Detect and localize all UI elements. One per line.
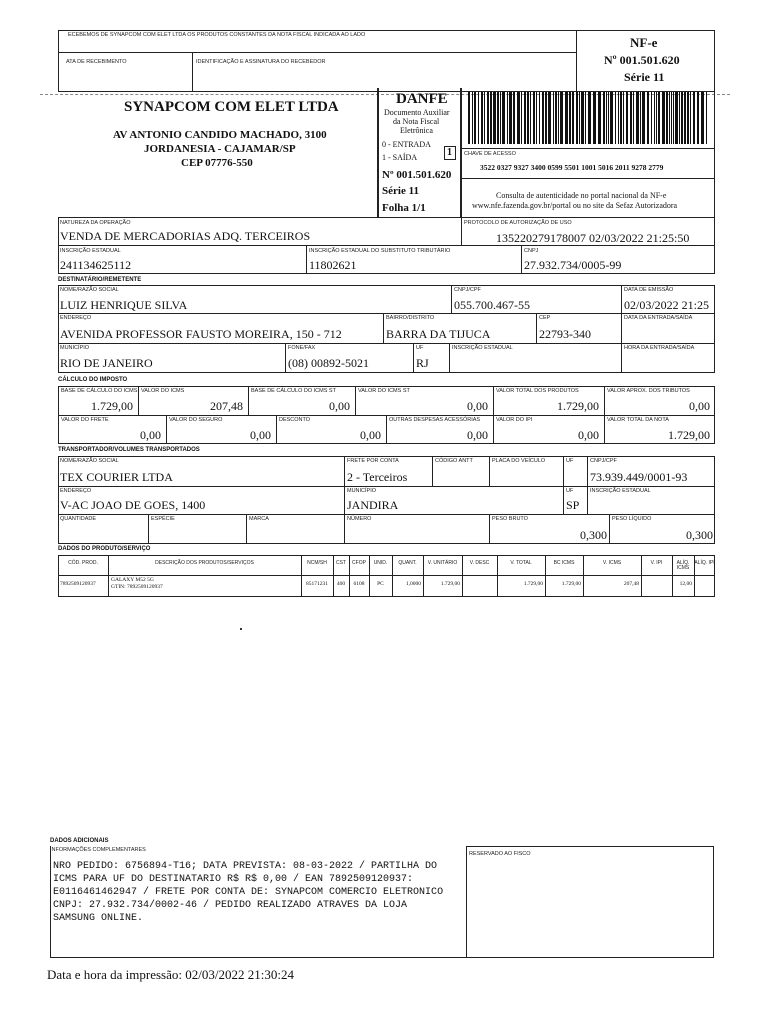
complementary-line-1: ICMS PARA UF DO DESTINATARIO R$ R$ 0,00 / EAN 7892509120937: xyxy=(53,874,414,885)
reserved-fisco-label: RESERVADO AO FISCO xyxy=(469,851,531,857)
tax-section-title: CÁLCULO DO IMPOSTO xyxy=(58,377,128,383)
tax-value-0-3: 0,00 xyxy=(467,399,488,413)
product-cell-unit: PC xyxy=(377,581,384,587)
tax-value-0-2: 0,00 xyxy=(329,399,350,413)
carrier-city: JANDIRA xyxy=(347,498,399,512)
receipt-statement: ECEBEMOS DE SYNAPCOM COM ELET LTDA OS PRODUTOS CONSTANTES DA NOTA FISCAL INDICADA AO LADO xyxy=(68,32,366,38)
danfe-saida: 1 - SAÍDA xyxy=(382,153,418,162)
emitter-name: SYNAPCOM COM ELET LTDA xyxy=(124,99,339,115)
protocol-label: PROTOCOLO DE AUTORIZAÇÃO DE USO xyxy=(464,220,572,226)
protocol-value: 135220279178007 02/03/2022 21:25:50 xyxy=(496,231,690,245)
ie-st-value: 11802621 xyxy=(309,258,357,272)
product-header-2: NCM/SH xyxy=(307,560,327,566)
tax-label-1-0: VALOR DO FRETE xyxy=(61,417,109,423)
recipient-city-label: MUNICÍPIO xyxy=(60,345,90,351)
recipient-city: RIO DE JANEIRO xyxy=(60,356,153,370)
consult-text-1: Consulta de autenticidade no portal nacional da NF-e xyxy=(496,191,667,200)
carrier-uf-label: UF xyxy=(566,458,574,464)
recipient-address: AVENIDA PROFESSOR FAUSTO MOREIRA, 150 - 712 xyxy=(60,327,342,341)
stub-nfe-number: Nº 001.501.620 xyxy=(604,53,680,67)
tax-label-0-1: VALOR DO ICMS xyxy=(141,388,185,394)
tax-divider xyxy=(355,386,356,415)
product-header-6: QUANT. xyxy=(398,560,417,566)
tax-label-0-3: VALOR DO ICMS ST xyxy=(358,388,410,394)
operation-type: 1 xyxy=(447,147,452,158)
tax-label-1-1: VALOR DO SEGURO xyxy=(169,417,223,423)
net-weight: 0,300 xyxy=(686,528,713,542)
product-header-4: CFOP xyxy=(352,560,366,566)
recipient-phone: (08) 00892-5021 xyxy=(288,356,369,370)
carrier-ie-label: INSCRIÇÃO ESTADUAL xyxy=(590,488,651,494)
product-header-9: V. TOTAL xyxy=(510,560,532,566)
antt-label: CÓDIGO ANTT xyxy=(435,458,473,464)
products-section-title: DADOS DO PRODUTO/SERVIÇO xyxy=(58,546,151,552)
ie-st-label: INSCRIÇÃO ESTADUAL DO SUBSTITUTO TRIBUTÁRIO xyxy=(309,248,451,254)
product-cell-aicms: 12,00 xyxy=(679,581,692,587)
consult-text-2: www.nfe.fazenda.gov.br/portal ou no site da Sefaz Autorizadora xyxy=(472,201,678,210)
product-gtin: GTIN: 7892509120937 xyxy=(111,584,163,590)
recipient-district-label: BAIRRO/DISTRITO xyxy=(386,315,435,321)
freight-label: FRETE POR CONTA xyxy=(347,458,399,464)
ie-value: 241134625112 xyxy=(60,258,132,272)
product-header-13: ALÍQ. ICMS xyxy=(676,560,690,571)
recipient-name-label: NOME/RAZÃO SOCIAL xyxy=(60,287,119,293)
tax-value-0-1: 207,48 xyxy=(210,399,243,413)
carrier-address-label: ENDEREÇO xyxy=(60,488,92,494)
product-header-0: CÓD. PROD. xyxy=(68,560,98,566)
tax-label-1-5: VALOR TOTAL DA NOTA xyxy=(607,417,669,423)
recipient-cep-label: CEP xyxy=(539,315,551,321)
product-header-1: DESCRIÇÃO DOS PRODUTOS/SERVIÇOS xyxy=(155,560,254,566)
tax-divider xyxy=(166,415,167,444)
product-header-10: BC ICMS xyxy=(553,560,575,566)
scan-speck xyxy=(240,628,242,630)
recipient-cep: 22793-340 xyxy=(539,327,591,341)
entry-date-label: DATA DA ENTRADA/SAÍDA xyxy=(624,315,693,321)
emission-date: 02/03/2022 21:25 xyxy=(624,298,710,312)
recipient-uf-label: UF xyxy=(416,345,424,351)
product-description: GALAXY M52 5G xyxy=(111,577,154,583)
carrier-uf2-label: UF xyxy=(566,488,574,494)
recipient-address-label: ENDEREÇO xyxy=(60,315,92,321)
complementary-line-3: CNPJ: 27.932.734/0002-46 / PEDIDO REALIZADO ATRAVES DA LOJA xyxy=(53,900,408,911)
recipient-cpf-label: CNPJ/CPF xyxy=(454,287,481,293)
product-header-14: ALÍQ. IPI xyxy=(694,560,715,566)
danfe-title: DANFE xyxy=(396,91,448,107)
product-cell-qty: 1,0000 xyxy=(405,581,421,587)
carrier-cnpj: 73.939.449/0001-93 xyxy=(590,470,688,484)
stub-nfe-serie: Série 11 xyxy=(624,70,665,84)
product-cell-code: 7892509120937 xyxy=(60,581,96,587)
tax-label-0-2: BASE DE CÁLCULO DO ICMS ST xyxy=(251,388,336,394)
tax-value-1-1: 0,00 xyxy=(250,428,271,442)
additional-section-title: DADOS ADICIONAIS xyxy=(50,838,109,844)
carrier-name: TEX COURIER LTDA xyxy=(60,470,173,484)
ie-label: INSCRIÇÃO ESTADUAL xyxy=(60,248,121,254)
recipient-name: LUIZ HENRIQUE SILVA xyxy=(60,298,188,312)
product-header-5: UNID. xyxy=(373,560,388,566)
danfe-entrada: 0 - ENTRADA xyxy=(382,140,431,149)
danfe-subtitle-1: Documento Auxiliar xyxy=(384,108,450,117)
product-cell-vicms: 207,48 xyxy=(623,581,639,587)
product-header-12: V. IPI xyxy=(650,560,663,566)
tax-divider xyxy=(493,386,494,415)
quantity-label: QUANTIDADE xyxy=(60,516,97,522)
cnpj-value: 27.932.734/0005-99 xyxy=(524,258,622,272)
danfe-subtitle-3: Eletrônica xyxy=(400,126,433,135)
tax-value-1-3: 0,00 xyxy=(467,428,488,442)
number-label: NÚMERO xyxy=(347,516,372,522)
complementary-line-0: NRO PEDIDO: 6756894-T16; DATA PREVISTA: 08-03-2022 / PARTILHA DO xyxy=(53,861,438,872)
species-label: ESPÉCIE xyxy=(151,516,175,522)
gross-weight-label: PESO BRUTO xyxy=(492,516,528,522)
tax-divider xyxy=(248,386,249,415)
stub-nfe-label: NF-e xyxy=(630,35,658,50)
tax-value-1-4: 0,00 xyxy=(578,428,599,442)
tax-value-1-0: 0,00 xyxy=(140,428,161,442)
tax-divider xyxy=(138,386,139,415)
product-header-8: V. DESC xyxy=(469,560,490,566)
recipient-ie-label: INSCRIÇÃO ESTADUAL xyxy=(452,345,513,351)
recipient-district: BARRA DA TIJUCA xyxy=(386,327,491,341)
carrier-cnpj-label: CNPJ/CPF xyxy=(590,458,617,464)
tax-label-1-2: DESCONTO xyxy=(279,417,311,423)
product-cell-vunit: 1.729,00 xyxy=(440,581,460,587)
danfe-page: Folha 1/1 xyxy=(382,202,426,214)
net-weight-label: PESO LÍQUIDO xyxy=(612,516,652,522)
freight-value: 2 - Terceiros xyxy=(347,470,408,484)
complementary-line-4: SAMSUNG ONLINE. xyxy=(53,913,144,924)
product-cell-cfop: 6108 xyxy=(353,581,365,587)
tax-divider xyxy=(276,415,277,444)
tax-label-1-4: VALOR DO IPI xyxy=(496,417,533,423)
tax-divider xyxy=(604,415,605,444)
barcode-icon xyxy=(468,92,710,144)
complementary-info-label: INFORMAÇÕES COMPLEMENTARES xyxy=(50,847,146,853)
product-cell-bc: 1.729,00 xyxy=(561,581,581,587)
entry-time-label: HORA DA ENTRADA/SAÍDA xyxy=(624,345,695,351)
carrier-name-label: NOME/RAZÃO SOCIAL xyxy=(60,458,119,464)
tax-divider xyxy=(493,415,494,444)
tax-divider xyxy=(604,386,605,415)
tax-label-0-5: VALOR APROX. DOS TRIBUTOS xyxy=(607,388,690,394)
tax-divider xyxy=(386,415,387,444)
tax-value-1-2: 0,00 xyxy=(360,428,381,442)
recipient-cpf: 055.700.467-55 xyxy=(454,298,530,312)
product-cell-ncm: 85171231 xyxy=(306,581,328,587)
product-cell-cst: 400 xyxy=(336,581,346,587)
carrier-uf: SP xyxy=(566,498,580,512)
plate-label: PLACA DO VEÍCULO xyxy=(492,458,546,464)
access-key-label: CHAVE DE ACESSO xyxy=(464,151,516,157)
print-datetime: Data e hora da impressão: 02/03/2022 21:30:24 xyxy=(47,967,294,982)
nature-label: NATUREZA DA OPERAÇÃO xyxy=(60,220,131,226)
danfe-serie: Série 11 xyxy=(382,185,419,197)
recipient-section-title: DESTINATÁRIO/REMETENTE xyxy=(58,277,142,283)
recipient-phone-label: FONE/FAX xyxy=(288,345,316,351)
tax-label-0-0: BASE DE CÁLCULO DO ICMS xyxy=(61,388,138,394)
tax-value-0-0: 1.729,00 xyxy=(91,399,133,413)
access-key: 3522 0327 9327 3400 0599 5501 1001 5016 2011 9278 2779 xyxy=(480,163,664,172)
recipient-uf: RJ xyxy=(416,356,429,370)
receipt-date-label: ATA DE RECEBIMENTO xyxy=(66,59,127,65)
receipt-signature-label: IDENTIFICAÇÃO E ASSINATURA DO RECEBEDOR xyxy=(196,59,326,65)
tax-value-1-5: 1.729,00 xyxy=(668,428,710,442)
brand-label: MARCA xyxy=(249,516,269,522)
tax-value-0-5: 0,00 xyxy=(689,399,710,413)
tax-label-0-4: VALOR TOTAL DOS PRODUTOS xyxy=(496,388,579,394)
emitter-cep: CEP 07776-550 xyxy=(181,157,253,169)
nature-value: VENDA DE MERCADORIAS ADQ. TERCEIROS xyxy=(60,229,311,243)
emitter-address-line-2: JORDANESIA - CAJAMAR/SP xyxy=(144,143,296,155)
tax-label-1-3: OUTRAS DESPESAS ACESSÓRIAS xyxy=(389,417,481,423)
danfe-subtitle-2: da Nota Fiscal xyxy=(393,117,440,126)
product-header-11: V. ICMS xyxy=(602,560,622,566)
emission-date-label: DATA DE EMISSÃO xyxy=(624,287,674,293)
product-header-3: CST xyxy=(336,560,346,566)
carrier-address: V-AC JOAO DE GOES, 1400 xyxy=(60,498,206,512)
carrier-city-label: MUNICÍPIO xyxy=(347,488,377,494)
cnpj-label: CNPJ xyxy=(524,248,539,254)
product-cell-vtotal: 1.729,00 xyxy=(523,581,543,587)
danfe-number: Nº 001.501.620 xyxy=(382,169,452,181)
gross-weight: 0,300 xyxy=(580,528,607,542)
transport-section-title: TRANSPORTADOR/VOLUMES TRANSPORTADOS xyxy=(58,447,200,453)
product-header-7: V. UNITÁRIO xyxy=(427,560,458,566)
complementary-line-2: E0116461462947 / FRETE POR CONTA DE: SYNAPCOM COMERCIO ELETRONICO xyxy=(53,887,444,898)
tax-value-0-4: 1.729,00 xyxy=(557,399,599,413)
emitter-address-line-1: AV ANTONIO CANDIDO MACHADO, 3100 xyxy=(113,129,327,141)
